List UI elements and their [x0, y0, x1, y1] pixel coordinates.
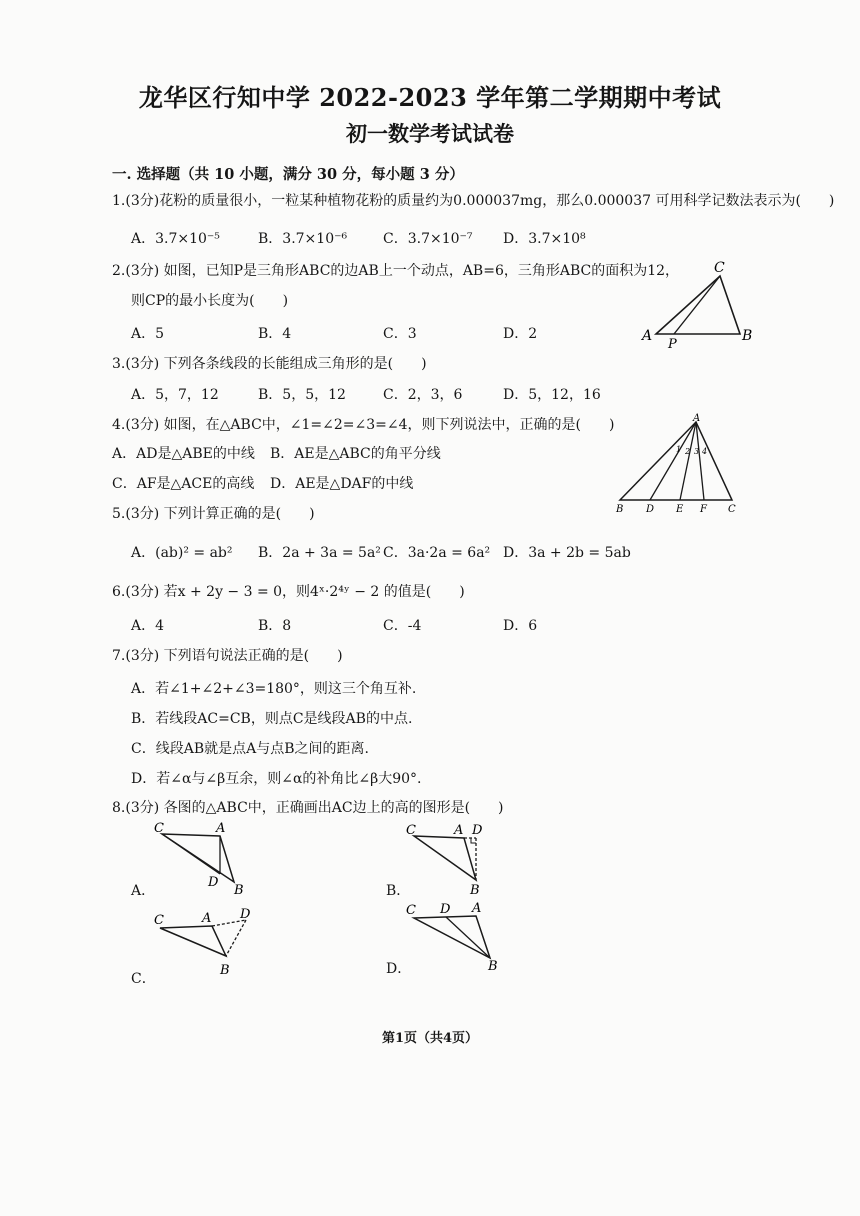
question-6-option-b[interactable]: B．8 — [258, 618, 292, 634]
segment-cp — [674, 276, 720, 334]
label-a: A — [454, 823, 464, 838]
question-2-stem: 2.(3分) 如图，已知P是三角形ABC的边AB上一个动点，AB=6，三角形ABC的面积为12， — [112, 263, 680, 279]
label-c: C — [154, 913, 164, 928]
question-2-stem-line2: 则CP的最小长度为( ) — [131, 293, 289, 309]
question-6-option-d[interactable]: D．6 — [503, 618, 538, 634]
question-6-option-c[interactable]: C．-4 — [383, 618, 422, 634]
question-7-option-c[interactable]: C．线段AB就是点A与点B之间的距离. — [131, 741, 369, 757]
section-heading: 一. 选择题（共 10 小题，满分 30 分，每小题 3 分） — [112, 166, 464, 183]
label-a: A — [642, 328, 653, 344]
question-2-triangle-figure — [636, 258, 756, 350]
question-7-option-a[interactable]: A．若∠1+∠2+∠3=180°，则这三个角互补. — [131, 681, 417, 697]
segment-af — [696, 422, 704, 500]
label-c: C — [714, 260, 725, 276]
question-4-option-d[interactable]: D．AE是△DAF的中线 — [270, 476, 414, 492]
label-a: A — [693, 413, 701, 424]
label-c: C — [154, 821, 164, 836]
question-7-stem: 7.(3分) 下列语句说法正确的是( ) — [112, 648, 343, 664]
question-7-option-b[interactable]: B．若线段AC=CB，则点C是线段AB的中点. — [131, 711, 413, 727]
question-5-option-c[interactable]: C．3a·2a = 6a² — [383, 545, 491, 561]
question-7-option-d[interactable]: D．若∠α与∠β互余，则∠α的补角比∠β大90°. — [131, 771, 422, 787]
label-c: C — [406, 903, 416, 918]
label-d: D — [208, 875, 219, 890]
question-5-option-b[interactable]: B．2a + 3a = 5a² — [258, 545, 381, 561]
question-1-option-b[interactable]: B．3.7×10⁻⁶ — [258, 231, 348, 247]
question-2-option-d[interactable]: D．2 — [503, 326, 538, 342]
question-8-figure-c — [150, 906, 266, 982]
question-1-stem: 1.(3分)花粉的质量很小，一粒某种植物花粉的质量约为0.000037mg，那么0.000037 可用科学记数法表示为( ) — [112, 193, 835, 209]
question-5-option-d[interactable]: D．3a + 2b = 5ab — [503, 545, 631, 561]
segment-ad — [650, 422, 696, 500]
question-8-option-c[interactable]: C． — [131, 971, 156, 987]
question-8-option-d[interactable]: D． — [386, 961, 412, 977]
label-c: C — [728, 504, 736, 515]
question-3-option-d[interactable]: D．5，12，16 — [503, 387, 601, 403]
question-4-option-a[interactable]: A．AD是△ABE的中线 — [112, 446, 255, 462]
question-3-option-c[interactable]: C．2，3，6 — [383, 387, 463, 403]
question-8-option-b[interactable]: B． — [386, 883, 411, 899]
triangle-abc — [656, 276, 740, 334]
question-8-stem: 8.(3分) 各图的△ABC中，正确画出AC边上的高的图形是( ) — [112, 800, 504, 816]
angle-label-4: 4 — [702, 447, 708, 456]
label-b: B — [616, 504, 624, 515]
question-1-option-d[interactable]: D．3.7×10⁸ — [503, 231, 586, 247]
label-d: D — [472, 823, 483, 838]
question-3-stem: 3.(3分) 下列各条线段的长能组成三角形的是( ) — [112, 356, 427, 372]
question-2-option-a[interactable]: A．5 — [131, 326, 165, 342]
question-3-option-b[interactable]: B．5，5，12 — [258, 387, 346, 403]
angle-label-1: 1 — [676, 445, 682, 454]
label-b: B — [220, 963, 230, 978]
question-8-figure-b — [402, 818, 502, 900]
segment-ae — [680, 422, 696, 500]
exam-subtitle: 初一数学考试试卷 — [346, 121, 514, 146]
label-d: D — [646, 504, 655, 515]
angle-label-2: 2 — [685, 447, 691, 456]
question-2-option-b[interactable]: B．4 — [258, 326, 292, 342]
label-f: F — [700, 504, 707, 515]
label-e: E — [676, 504, 684, 515]
question-8-figure-d — [402, 898, 506, 974]
label-d: D — [440, 902, 451, 917]
page-footer: 第1页（共4页） — [381, 1031, 479, 1046]
question-3-option-a[interactable]: A．5，7，12 — [131, 387, 219, 403]
label-c: C — [406, 823, 416, 838]
label-p: P — [668, 337, 677, 350]
question-4-option-c[interactable]: C．AF是△ACE的高线 — [112, 476, 255, 492]
label-d: D — [240, 907, 251, 922]
label-a: A — [216, 821, 226, 836]
question-4-option-b[interactable]: B．AE是△ABC的角平分线 — [270, 446, 441, 462]
exam-title: 龙华区行知中学 2022-2023 学年第二学期期中考试 — [138, 83, 722, 112]
question-1-option-c[interactable]: C．3.7×10⁻⁷ — [383, 231, 473, 247]
label-b: B — [470, 883, 480, 898]
question-1-option-a[interactable]: A．3.7×10⁻⁵ — [131, 231, 220, 247]
triangle-abc — [620, 422, 732, 500]
angle-label-3: 3 — [694, 447, 700, 456]
question-2-option-c[interactable]: C．3 — [383, 326, 417, 342]
question-8-option-a[interactable]: A． — [131, 883, 156, 899]
label-b: B — [234, 883, 244, 898]
question-4-triangle-figure — [612, 412, 746, 516]
question-6-option-a[interactable]: A．4 — [131, 618, 165, 634]
label-b: B — [488, 959, 498, 974]
question-8-figure-a — [150, 818, 262, 900]
question-4-stem: 4.(3分) 如图，在△ABC中，∠1=∠2=∠3=∠4，则下列说法中，正确的是( ) — [112, 417, 615, 433]
label-a: A — [202, 911, 212, 926]
label-b: B — [742, 328, 753, 344]
question-5-option-a[interactable]: A．(ab)² = ab² — [131, 545, 233, 561]
question-5-stem: 5.(3分) 下列计算正确的是( ) — [112, 506, 315, 522]
label-a: A — [472, 901, 482, 916]
question-6-stem: 6.(3分) 若x + 2y − 3 = 0，则4ˣ·2⁴ʸ − 2 的值是( ) — [112, 584, 465, 600]
